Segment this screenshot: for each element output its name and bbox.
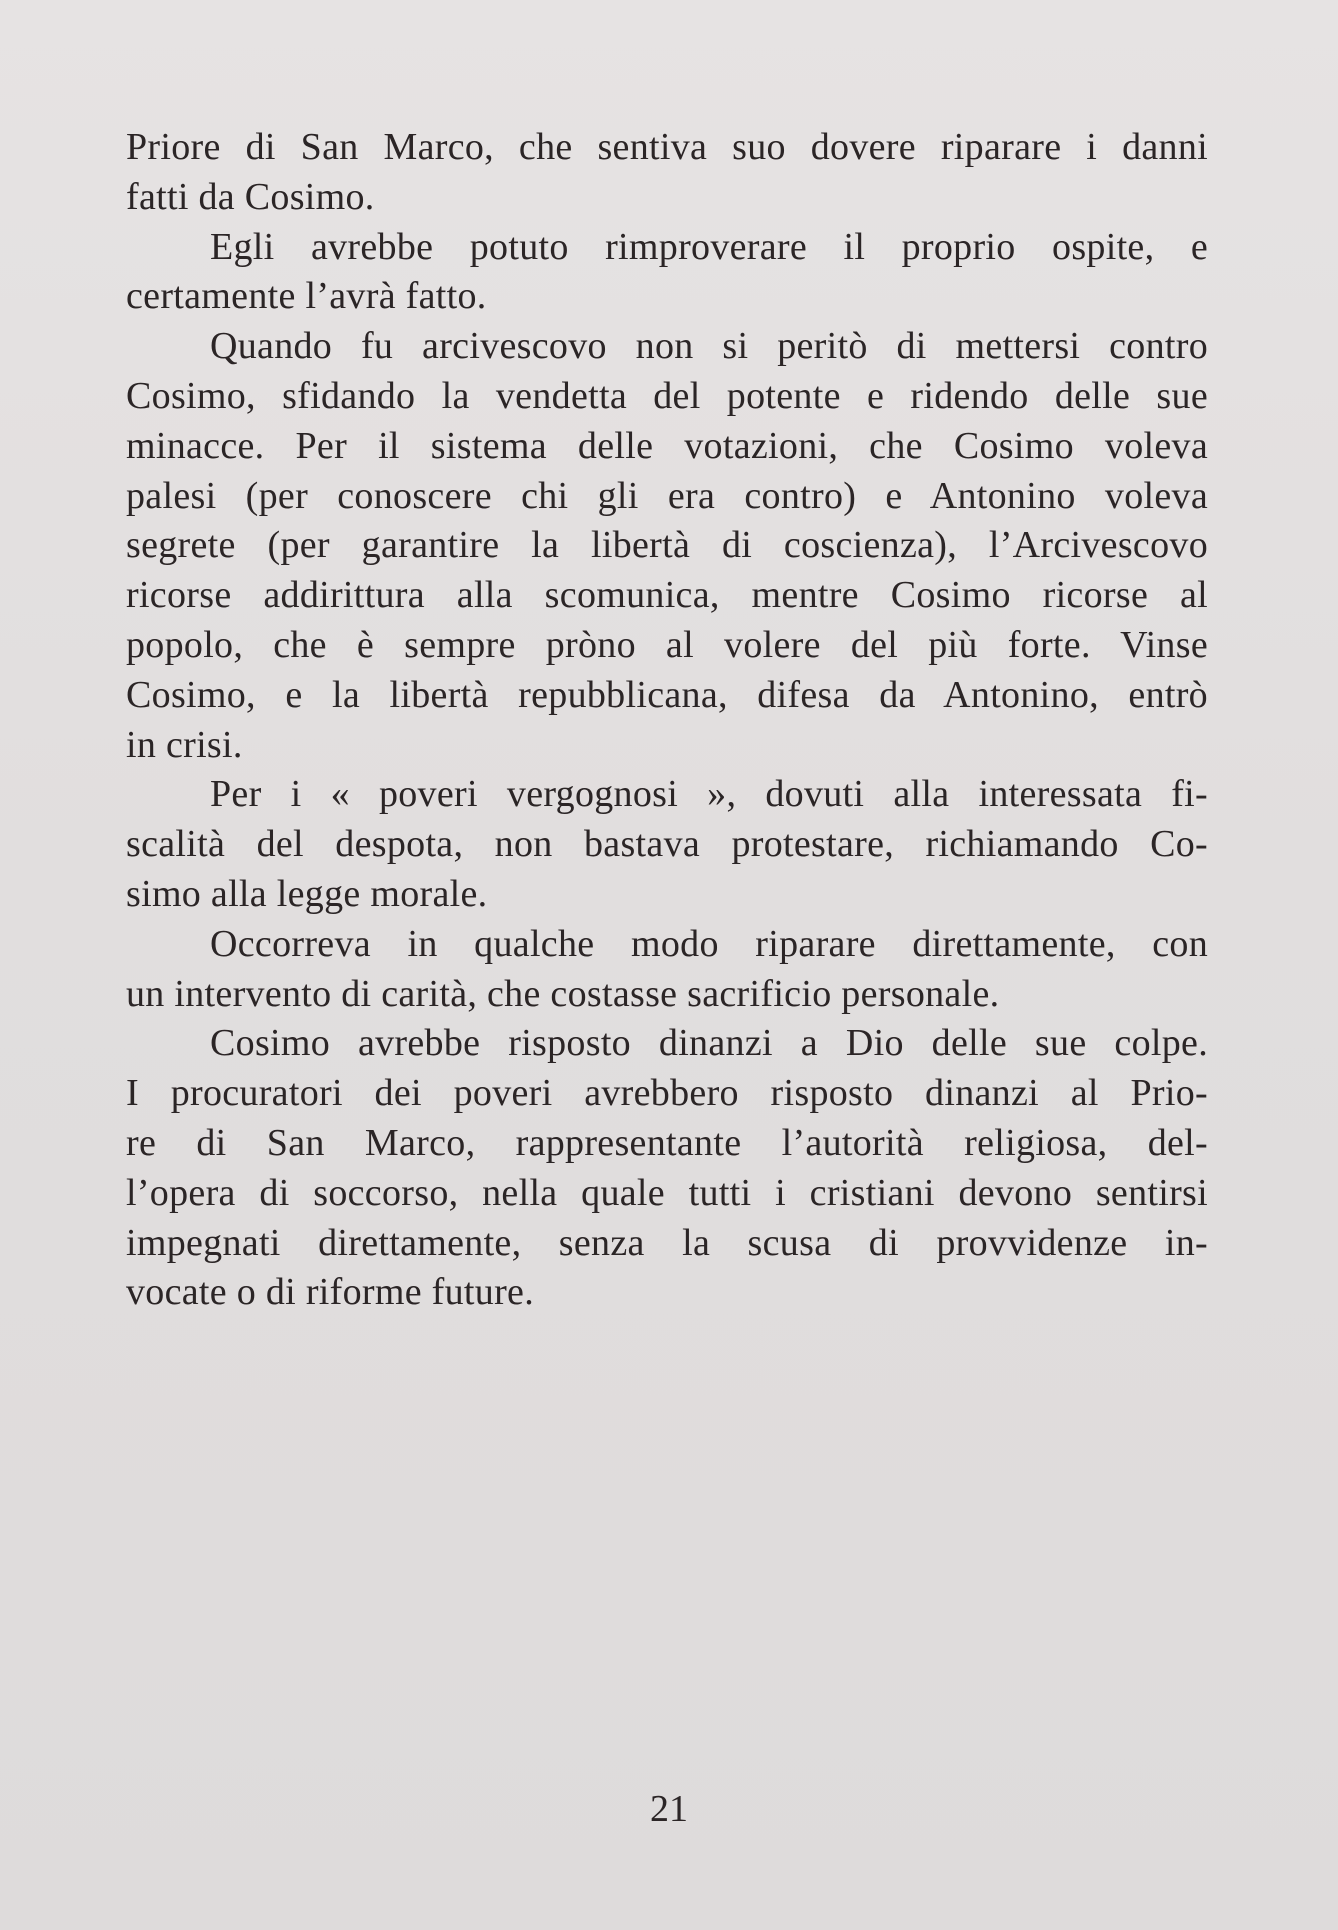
text-line: Cosimo, e la libertà repubblicana, difesa da Antonino, entrò — [126, 673, 1208, 716]
text-line: popolo, che è sempre pròno al volere del più forte. Vinse — [126, 623, 1208, 666]
text-line: certamente l’avrà fatto. — [126, 275, 487, 318]
text-line: scalità del despota, non bastava protestare, richiamando Co- — [126, 823, 1208, 866]
text-line: fatti da Cosimo. — [126, 175, 375, 218]
text-line: segrete (per garantire la libertà di coscienza), l’Arcivescovo — [126, 524, 1208, 567]
text-line: in crisi. — [126, 723, 243, 766]
text-line: Egli avrebbe potuto rimproverare il proprio ospite, e — [210, 225, 1208, 268]
text-line: Per i « poveri vergognosi », dovuti alla interessata fi- — [210, 773, 1208, 816]
text-line: ricorse addirittura alla scomunica, mentre Cosimo ricorse al — [126, 574, 1208, 617]
text-line: Cosimo avrebbe risposto dinanzi a Dio delle sue colpe. — [210, 1022, 1208, 1065]
text-line: minacce. Per il sistema delle votazioni, che Cosimo voleva — [126, 424, 1208, 467]
text-line: Quando fu arcivescovo non si peritò di mettersi contro — [210, 325, 1208, 368]
text-line: re di San Marco, rappresentante l’autorità religiosa, del- — [126, 1121, 1208, 1164]
text-line: vocate o di riforme future. — [126, 1271, 534, 1314]
page-number: 21 — [650, 1788, 688, 1830]
text-line: simo alla legge morale. — [126, 872, 488, 915]
text-line: palesi (per conoscere chi gli era contro) e Antonino voleva — [126, 474, 1208, 517]
text-line: l’opera di soccorso, nella quale tutti i cristiani devono sentirsi — [126, 1171, 1208, 1214]
text-line: Priore di San Marco, che sentiva suo dovere riparare i danni — [126, 126, 1208, 168]
text-line: un intervento di carità, che costasse sacrificio personale. — [126, 972, 1000, 1015]
text-line: impegnati direttamente, senza la scusa di provvidenze in- — [126, 1221, 1208, 1264]
text-line: Cosimo, sfidando la vendetta del potente e ridendo delle sue — [126, 374, 1208, 417]
body-text — [126, 123, 1208, 1318]
text-line: Occorreva in qualche modo riparare direttamente, con — [210, 922, 1208, 965]
text-line: I procuratori dei poveri avrebbero risposto dinanzi al Prio- — [126, 1072, 1208, 1115]
